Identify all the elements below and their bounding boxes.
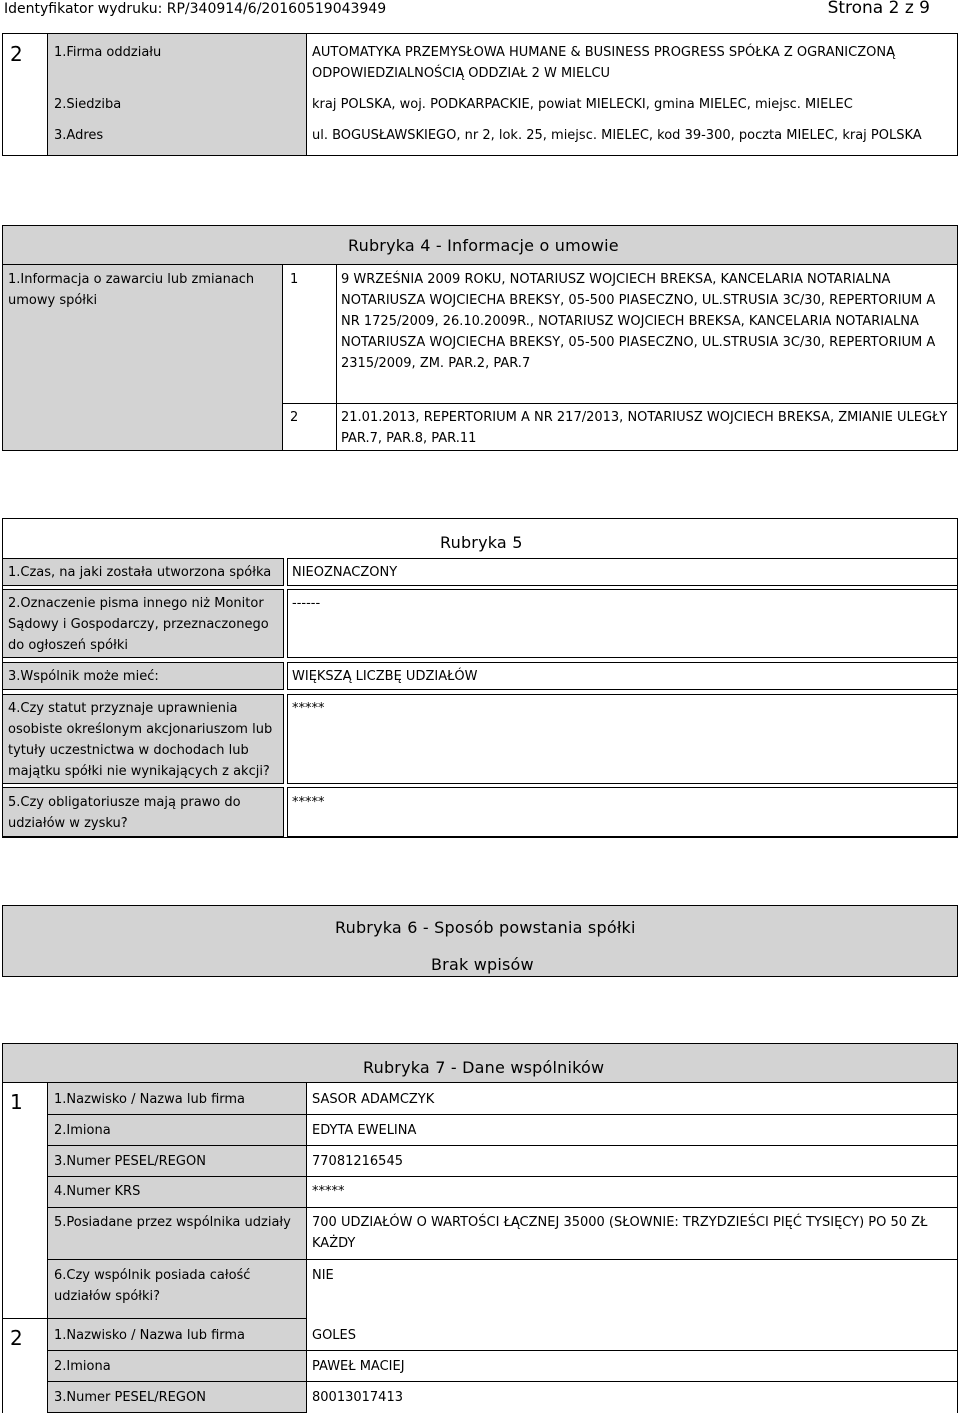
rubryka-5-label-obligatoriusze: 5.Czy obligatoriusze mają prawo do udziałów w zysku? bbox=[8, 795, 241, 831]
branch-label-siedziba: 2.Siedziba bbox=[54, 97, 122, 112]
rubryka-5-value-obligatoriusze: ***** bbox=[292, 795, 325, 810]
contract-entry-2-text: 21.01.2013, REPERTORIUM A NR 217/2013, NOTARIUSZ WOJCIECH BREKSA, ZMIANIE ULEGŁY PAR.7, PAR.8, PAR.11 bbox=[341, 410, 948, 446]
partner-2-label-nazwisko: 1.Nazwisko / Nazwa lub firma bbox=[54, 1328, 246, 1343]
rubryka-5-label-statut: 4.Czy statut przyznaje uprawnienia osobiste określonym akcjonariuszom lub tytuły uczestnictwa w dochodach lub majątku spółki nie wynikających z akcji? bbox=[8, 701, 273, 779]
branch-value-adres: ul. BOGUSŁAWSKIEGO, nr 2, lok. 25, miejsc. MIELEC, kod 39-300, poczta MIELEC, kraj POLSKA bbox=[312, 128, 922, 143]
partner-1-number: 1 bbox=[10, 1090, 23, 1114]
partner-1-value-udzialy: 700 UDZIAŁÓW O WARTOŚCI ŁĄCZNEJ 35000 (SŁOWNIE: TRZYDZIEŚCI PIĘĆ TYSIĘCY) PO 50 ZŁ KAŻDY bbox=[312, 1215, 928, 1251]
rubryka-5-value-pismo: ------ bbox=[292, 596, 321, 611]
branch-number: 2 bbox=[10, 42, 23, 66]
partner-1-label-pesel: 3.Numer PESEL/REGON bbox=[54, 1154, 206, 1169]
contract-entry-1-text: 9 WRZEŚNIA 2009 ROKU, NOTARIUSZ WOJCIECH BREKSA, KANCELARIA NOTARIALNA NOTARIUSZA WOJCIECHA BREKSY, 05-500 PIASECZNO, UL.STRUSIA 3C/30, REPERTORIUM A NR 1725/2009, 26.10.2009R., NOTARIUSZ WOJCIECH BREKSA, KANCELARIA NOTARIALNA NOTARIUSZA WOJCIECHA BREKSY, 05-500 PIASECZNO, UL.STRUSIA 3C/30, REPERTORIUM A 2315/2009, ZM. PAR.2, PAR.7 bbox=[341, 272, 936, 371]
print-identifier: Identyfikator wydruku: RP/340914/6/20160519043949 bbox=[4, 1, 387, 17]
partner-1-label-krs: 4.Numer KRS bbox=[54, 1184, 141, 1199]
contract-entry-1-number: 1 bbox=[290, 272, 299, 287]
partner-2-value-nazwisko: GOLES bbox=[312, 1328, 357, 1343]
rubryka-6-title: Rubryka 6 - Sposób powstania spółki bbox=[335, 918, 636, 937]
partner-2-label-pesel: 3.Numer PESEL/REGON bbox=[54, 1390, 206, 1405]
rubryka-5-value-statut: ***** bbox=[292, 701, 325, 716]
rubryka-5-label-pismo: 2.Oznaczenie pisma innego niż Monitor Sądowy i Gospodarczy, przeznaczonego do ogłoszeń spółki bbox=[8, 596, 269, 653]
rubryka-5-label-wspolnik: 3.Wspólnik może mieć: bbox=[8, 669, 159, 684]
partner-1-value-nazwisko: SASOR ADAMCZYK bbox=[312, 1092, 435, 1107]
partner-1-label-nazwisko: 1.Nazwisko / Nazwa lub firma bbox=[54, 1092, 246, 1107]
partner-1-label-imiona: 2.Imiona bbox=[54, 1123, 111, 1138]
rubryka-6-empty: Brak wpisów bbox=[431, 955, 534, 974]
rubryka-4-label: 1.Informacja o zawarciu lub zmianach umowy spółki bbox=[8, 272, 255, 308]
partner-2-label-imiona: 2.Imiona bbox=[54, 1359, 111, 1374]
page-number: Strona 2 z 9 bbox=[827, 0, 930, 18]
branch-label-firma: 1.Firma oddziału bbox=[54, 45, 162, 60]
partner-1-value-calosc: NIE bbox=[312, 1268, 334, 1283]
rubryka-7-title: Rubryka 7 - Dane wspólników bbox=[363, 1058, 605, 1077]
partner-2-value-pesel: 80013017413 bbox=[312, 1390, 403, 1405]
branch-label-adres: 3.Adres bbox=[54, 128, 104, 143]
partner-2-value-imiona: PAWEŁ MACIEJ bbox=[312, 1359, 405, 1374]
partner-1-label-calosc: 6.Czy wspólnik posiada całość udziałów spółki? bbox=[54, 1268, 251, 1304]
rubryka-5-value-czas: NIEOZNACZONY bbox=[292, 565, 398, 580]
partner-1-value-imiona: EDYTA EWELINA bbox=[312, 1123, 417, 1138]
rubryka-5-value-wspolnik: WIĘKSZĄ LICZBĘ UDZIAŁÓW bbox=[292, 669, 478, 684]
partner-1-value-pesel: 77081216545 bbox=[312, 1154, 403, 1169]
branch-value-firma: AUTOMATYKA PRZEMYSŁOWA HUMANE & BUSINESS PROGRESS SPÓŁKA Z OGRANICZONĄ ODPOWIEDZIALNOŚCIĄ ODDZIAŁ 2 W MIELCU bbox=[312, 45, 895, 81]
contract-entry-2-number: 2 bbox=[290, 410, 299, 425]
partner-1-label-udzialy: 5.Posiadane przez wspólnika udziały bbox=[54, 1215, 291, 1230]
rubryka-4-title: Rubryka 4 - Informacje o umowie bbox=[348, 236, 619, 255]
partner-2-number: 2 bbox=[10, 1326, 23, 1350]
rubryka-5-label-czas: 1.Czas, na jaki została utworzona spółka bbox=[8, 565, 272, 580]
partner-1-value-krs: ***** bbox=[312, 1184, 345, 1199]
branch-value-siedziba: kraj POLSKA, woj. PODKARPACKIE, powiat MIELECKI, gmina MIELEC, miejsc. MIELEC bbox=[312, 97, 853, 112]
rubryka-5-title: Rubryka 5 bbox=[440, 533, 523, 552]
